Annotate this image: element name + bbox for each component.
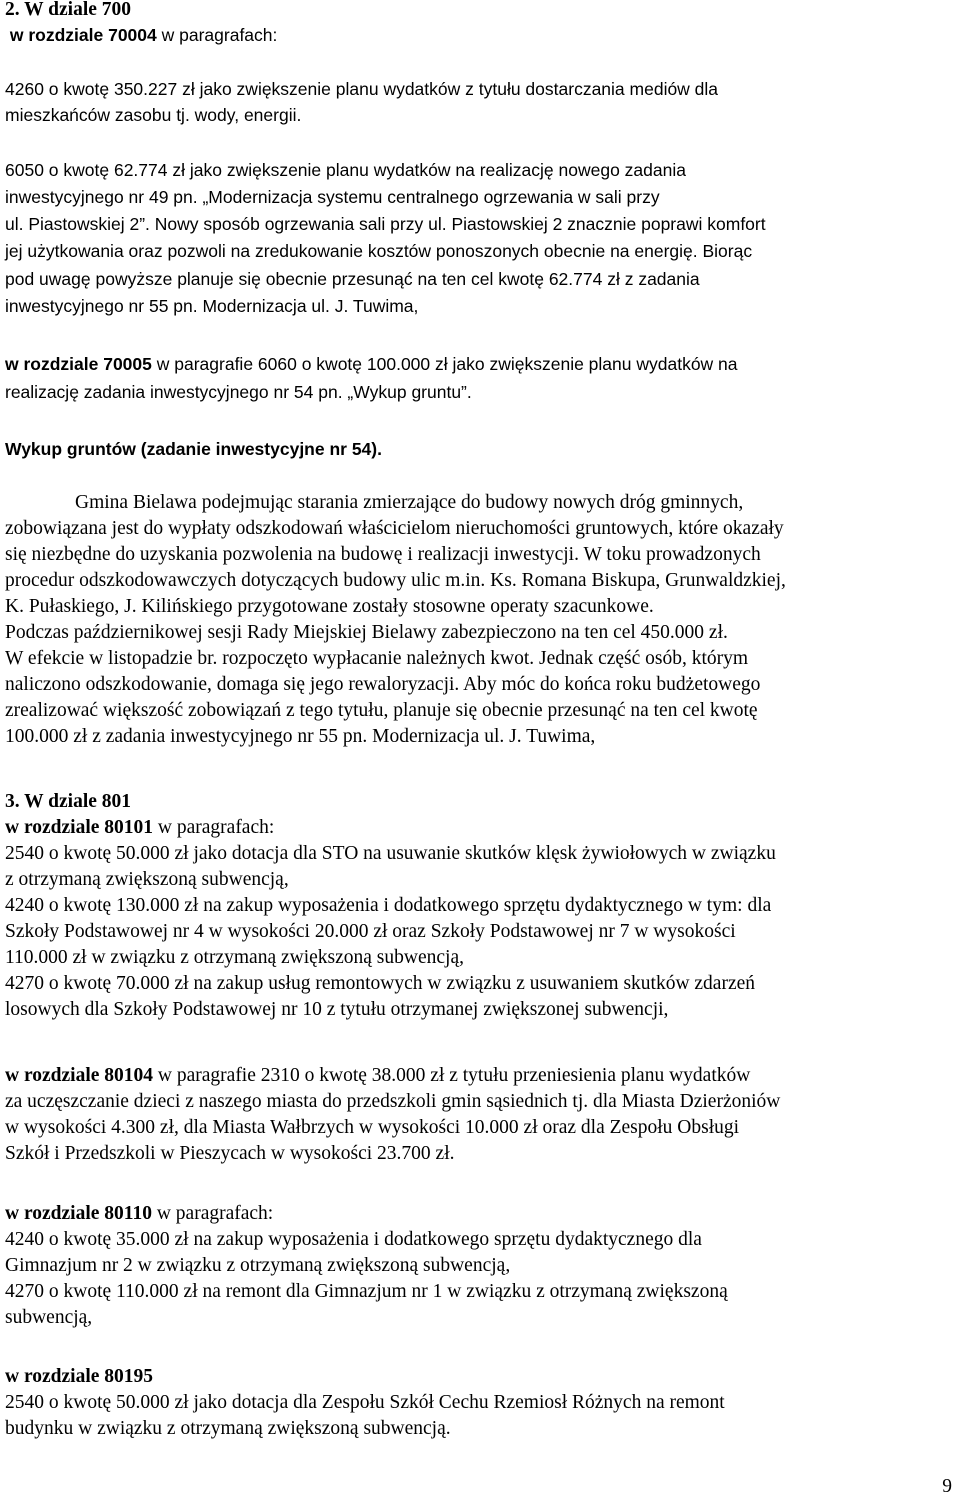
subsection-text: w paragrafach: [156, 25, 278, 45]
subsection-heading: Wykup gruntów (zadanie inwestycyjne nr 54). [5, 439, 382, 459]
text-line: zrealizować większość zobowiązań z tego tytułu, planuje się obecnie przesunąć na ten cel kwotę [5, 700, 758, 721]
text-line: pod uwagę powyższe planuje się obecnie przesunąć na ten cel kwotę 62.774 zł z zadania [5, 269, 700, 289]
subsection-line [5, 22, 277, 48]
text-line: K. Pułaskiego, J. Kilińskiego przygotowane zostały stosowne operaty szacunkowe. [5, 596, 654, 617]
text-line: Szkół i Przedszkoli w Pieszycach w wysokości 23.700 zł. [5, 1143, 455, 1164]
text-line: mieszkańców zasobu tj. wody, energii. [5, 105, 302, 125]
text-line: 110.000 zł w związku z otrzymaną zwiększoną subwencją, [5, 947, 464, 968]
subsection-line [5, 815, 274, 841]
text-line: 6050 o kwotę 62.774 zł jako zwiększenie planu wydatków na realizację nowego zadania [5, 160, 686, 180]
subsection-code: w rozdziale 80195 [5, 1366, 154, 1387]
text-line: w wysokości 4.300 zł, dla Miasta Wałbrzych w wysokości 10.000 zł oraz dla Zespołu Obsługi [5, 1117, 740, 1138]
text-line: procedur odszkodowawczych dotyczących budowy ulic m.in. Ks. Romana Biskupa, Grunwaldzkiej, [5, 570, 786, 591]
text-line: naliczono odszkodowanie, domaga się jego rewaloryzacji. Aby móc do końca roku budżetowego [5, 674, 761, 695]
text-line: Podczas październikowej sesji Rady Miejskiej Bielawy zabezpieczono na ten cel 450.000 zł. [5, 622, 728, 643]
text-line: subwencją, [5, 1307, 93, 1328]
subsection-code: w rozdziale 80101 [5, 817, 154, 838]
text-line: się niezbędne do uzyskania pozwolenia na budowę i realizacji inwestycji. W toku prowadzonych [5, 544, 761, 565]
subsection-text: w paragrafach: [153, 817, 275, 838]
text-line: Szkoły Podstawowej nr 4 w wysokości 20.000 zł oraz Szkoły Podstawowej nr 7 w wysokości [5, 921, 736, 942]
subsection-code: w rozdziale 80110 [5, 1203, 152, 1224]
text-line: Gmina Bielawa podejmując starania zmierzające do budowy nowych dróg gminnych, [75, 492, 744, 513]
text-line: 100.000 zł z zadania inwestycyjnego nr 55 pn. Modernizacja ul. J. Tuwima, [5, 726, 596, 747]
subsection-text: w paragrafie 6060 o kwotę 100.000 zł jako zwiększenie planu wydatków na [151, 354, 738, 374]
subsection-line [5, 1201, 273, 1227]
text-line: realizację zadania inwestycyjnego nr 54 pn. „Wykup gruntu”. [5, 382, 472, 402]
text-line: z otrzymaną zwiększoną subwencją, [5, 869, 289, 890]
text-line: 4240 o kwotę 35.000 zł na zakup wyposażenia i dodatkowego sprzętu dydaktycznego dla [5, 1229, 702, 1250]
text-line: zobowiązana jest do wypłaty odszkodowań właścicielom nieruchomości gruntowych, które okazały [5, 518, 784, 539]
text-line: Gimnazjum nr 2 w związku z otrzymaną zwiększoną subwencją, [5, 1255, 511, 1276]
section-heading: 3. W dziale 801 [5, 791, 132, 812]
text-line: 4270 o kwotę 70.000 zł na zakup usług remontowych w związku z usuwaniem skutków zdarzeń [5, 973, 756, 994]
text-line: 4270 o kwotę 110.000 zł na remont dla Gimnazjum nr 1 w związku z otrzymaną zwiększoną [5, 1281, 728, 1302]
subsection-line [5, 351, 738, 377]
text-line: inwestycyjnego nr 55 pn. Modernizacja ul. J. Tuwima, [5, 296, 419, 316]
text-line: 4240 o kwotę 130.000 zł na zakup wyposażenia i dodatkowego sprzętu dydaktycznego w tym: dla [5, 895, 772, 916]
page-number: 9 [942, 1476, 952, 1497]
subsection-code: w rozdziale 70005 [5, 354, 152, 374]
text-line: ul. Piastowskiej 2”. Nowy sposób ogrzewania sali przy ul. Piastowskiej 2 znacznie poprawi komfort [5, 214, 766, 234]
text-line: budynku w związku z otrzymaną zwiększoną subwencją. [5, 1418, 451, 1439]
text-line: 4260 o kwotę 350.227 zł jako zwiększenie planu wydatków z tytułu dostarczania mediów dla [5, 79, 719, 99]
text-line: 2540 o kwotę 50.000 zł jako dotacja dla Zespołu Szkół Cechu Rzemiosł Różnych na remont [5, 1392, 725, 1413]
text-line: losowych dla Szkoły Podstawowej nr 10 z tytułu otrzymanej zwiększonej subwencji, [5, 999, 669, 1020]
text-line: W efekcie w listopadzie br. rozpoczęto wypłacanie należnych kwot. Jednak część osób, którym [5, 648, 749, 669]
text-line: inwestycyjnego nr 49 pn. „Modernizacja systemu centralnego ogrzewania w sali przy [5, 187, 660, 207]
subsection-text: w paragrafach: [151, 1203, 274, 1224]
subsection-line [5, 1063, 750, 1089]
section-heading: 2. W dziale 700 [5, 0, 132, 20]
subsection-code: w rozdziale 80104 [5, 1065, 154, 1086]
text-line: 2540 o kwotę 50.000 zł jako dotacja dla STO na usuwanie skutków klęsk żywiołowych w związku [5, 843, 776, 864]
text-line: jej użytkowania oraz pozwoli na zredukowanie kosztów ponoszonych obecnie na energię. Biorąc [5, 241, 753, 261]
text-line: za uczęszczanie dzieci z naszego miasta do przedszkoli gmin sąsiednich tj. dla Miasta Dzierżoniów [5, 1091, 781, 1112]
subsection-text: w paragrafie 2310 o kwotę 38.000 zł z tytułu przeniesienia planu wydatków [153, 1065, 751, 1086]
subsection-code: w rozdziale 70004 [9, 25, 157, 45]
